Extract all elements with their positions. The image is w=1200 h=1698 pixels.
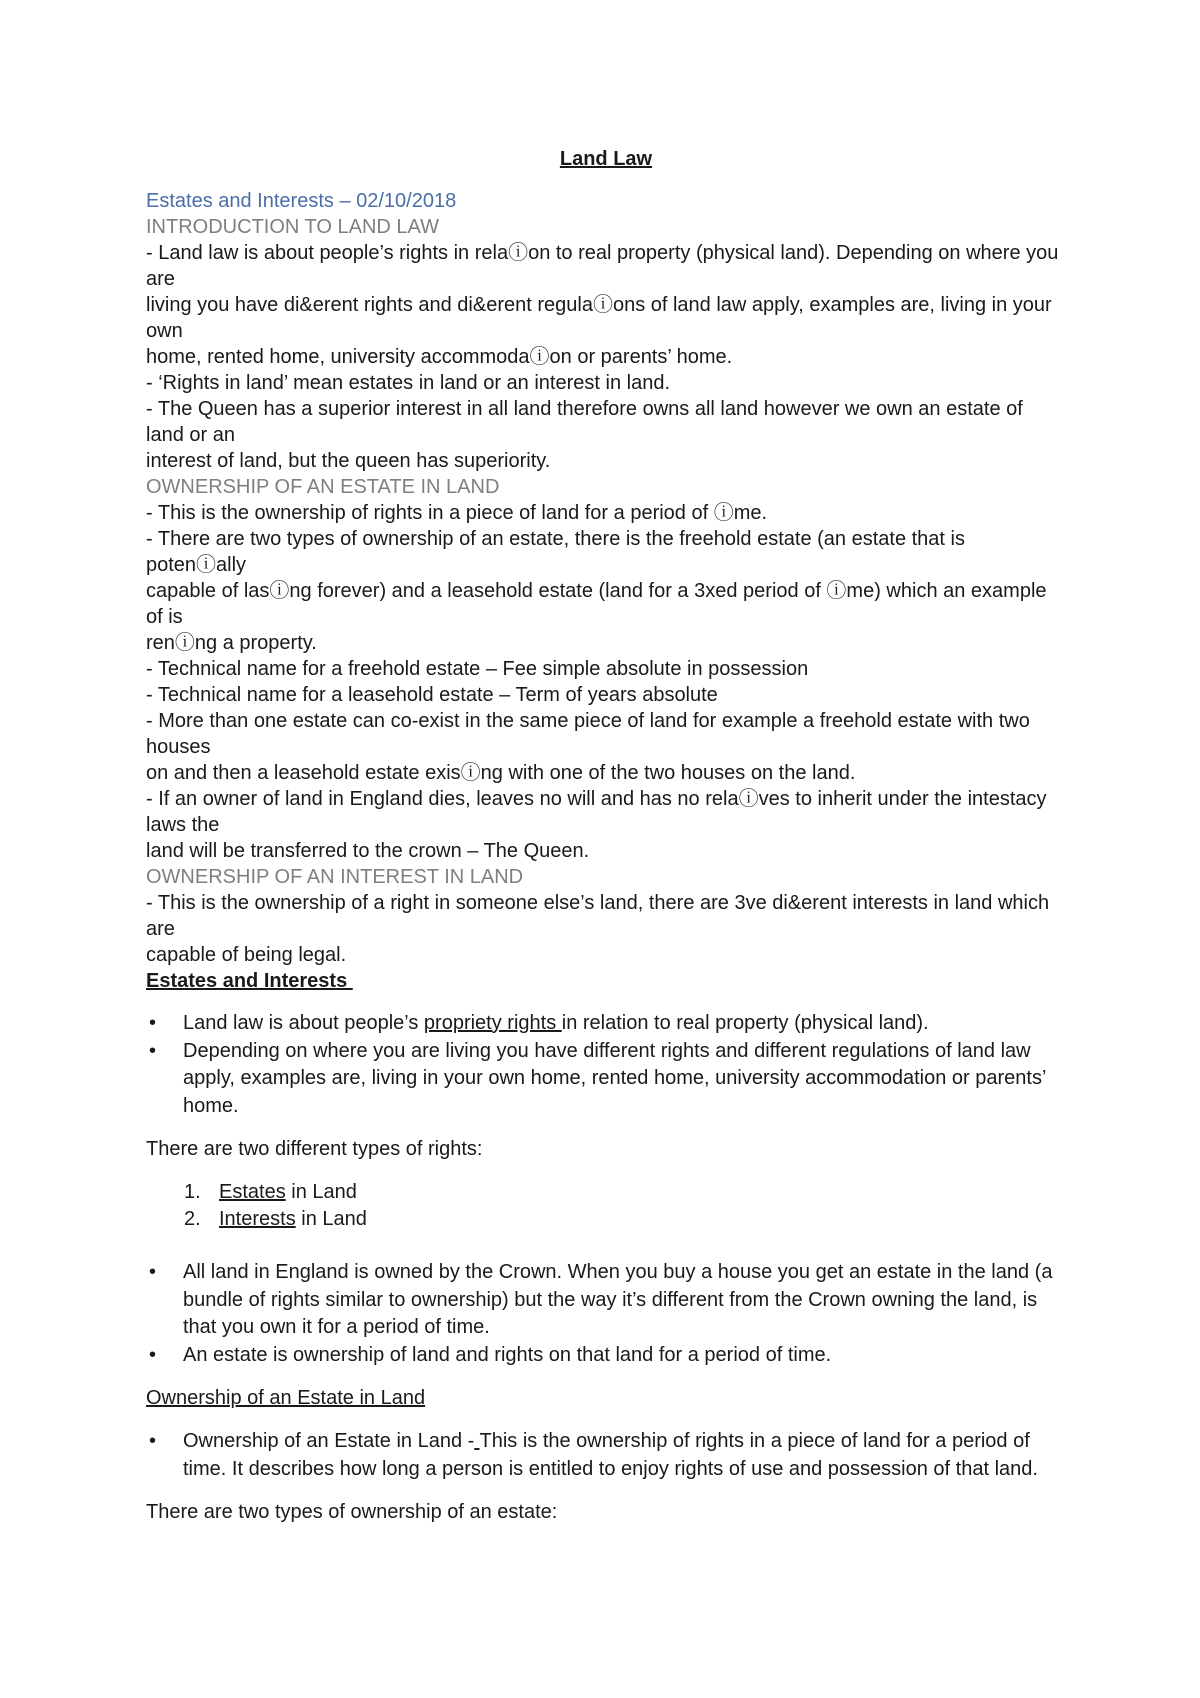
numbered-term: Estates xyxy=(219,1181,286,1203)
numbered-list xyxy=(146,1179,1066,1233)
document-content xyxy=(146,146,1066,1526)
bullet-text: All land in England is owned by the Crown. When you buy a house you get an estate in the land (a bundle of rights similar to ownership) but the way it’s different from the Crown owning the land, is that you own it for a period of time. xyxy=(183,1261,1053,1338)
interest-heading: OWNERSHIP OF AN INTEREST IN LAND xyxy=(146,866,524,888)
list-item xyxy=(146,1038,1066,1121)
text-line: living you have di&erent rights and di&erent regulaⓘons of land law apply, examples are, living in your own xyxy=(146,294,1058,342)
bullet-text-pre: Land law is about people’s xyxy=(183,1012,424,1034)
text-line: - Technical name for a freehold estate – Fee simple absolute in possession xyxy=(146,658,809,680)
text-line: - This is the ownership of rights in a piece of land for a period of ⓘme. xyxy=(146,502,768,524)
list-item xyxy=(146,1010,1066,1038)
closing-text: There are two types of ownership of an estate: xyxy=(146,1501,558,1523)
intro-block xyxy=(146,240,1066,474)
text-line: capable of lasⓘng forever) and a leasehold estate (land for a 3xed period of ⓘme) which an example of is xyxy=(146,580,1053,628)
bullet-text: An estate is ownership of land and rights on that land for a period of time. xyxy=(183,1343,832,1366)
ownership-estate-heading: Ownership of an Estate in Land xyxy=(146,1387,426,1409)
text-line: - There are two types of ownership of an estate, there is the freehold estate (an estate that is potenⓘally xyxy=(146,528,971,576)
list-item xyxy=(146,1206,1066,1233)
text-line: - The Queen has a superior interest in all land therefore owns all land however we own an estate of land or an xyxy=(146,398,1029,446)
bullet-text-post: This is the ownership of rights in a piece of land for a period of time. It describes how long a person is entitled to enjoy rights of use and possession of that land. xyxy=(183,1430,1038,1480)
bullet-text: Depending on where you are living you have different rights and different regulations of land law apply, examples are, living in your own home, rented home, university accommodation or parents’ home. xyxy=(183,1039,1046,1117)
text-line: capable of being legal. xyxy=(146,944,347,966)
text-line: land will be transferred to the crown – The Queen. xyxy=(146,840,590,862)
bullet-text-pre: Ownership of an Estate in Land - xyxy=(183,1430,475,1452)
text-line: on and then a leasehold estate exisⓘng with one of the two houses on the land. xyxy=(146,762,856,784)
list-item xyxy=(146,1428,1066,1483)
section-heading: Estates and Interests – 02/10/2018 xyxy=(146,190,457,212)
bullet-list-2 xyxy=(146,1259,1066,1369)
text-line: interest of land, but the queen has superiority. xyxy=(146,450,551,472)
rights-intro: There are two different types of rights: xyxy=(146,1138,483,1160)
estates-interests-heading: Estates and Interests xyxy=(146,970,353,992)
list-number: 2. xyxy=(184,1208,201,1230)
text-line: - ‘Rights in land’ mean estates in land or an interest in land. xyxy=(146,372,670,394)
bullet-icon: • xyxy=(149,1012,157,1034)
text-line: renⓘng a property. xyxy=(146,632,317,654)
numbered-rest: in Land xyxy=(295,1208,367,1230)
list-item xyxy=(146,1179,1066,1206)
list-number: 1. xyxy=(184,1181,201,1203)
estate-heading: OWNERSHIP OF AN ESTATE IN LAND xyxy=(146,476,500,498)
estate-block xyxy=(146,500,1066,864)
numbered-term: Interests xyxy=(219,1208,296,1230)
list-item xyxy=(146,1342,1066,1370)
bullet-list-3 xyxy=(146,1428,1066,1483)
document-title: Land Law xyxy=(559,148,653,170)
intro-heading: INTRODUCTION TO LAND LAW xyxy=(146,216,439,238)
bullet-icon: • xyxy=(149,1430,157,1452)
numbered-rest: in Land xyxy=(285,1181,357,1203)
text-line: - If an owner of land in England dies, leaves no will and has no relaⓘves to inherit under the intestacy laws the xyxy=(146,788,1053,836)
bullet-list-1 xyxy=(146,1010,1066,1120)
text-line: home, rented home, university accommodaⓘon or parents’ home. xyxy=(146,346,733,368)
text-line: - Land law is about people’s rights in relaⓘon to real property (physical land). Depending on where you are xyxy=(146,242,1064,290)
text-line: - More than one estate can co-exist in the same piece of land for example a freehold estate with two houses xyxy=(146,710,1036,758)
interest-block xyxy=(146,890,1066,968)
text-line: - This is the ownership of a right in someone else’s land, there are 3ve di&erent interests in land which are xyxy=(146,892,1055,940)
propriety-rights-text: propriety rights xyxy=(423,1012,562,1034)
list-item xyxy=(146,1259,1066,1342)
text-line: - Technical name for a leasehold estate – Term of years absolute xyxy=(146,684,718,706)
bullet-icon: • xyxy=(149,1343,157,1366)
bullet-text-post: in relation to real property (physical land). xyxy=(561,1012,929,1034)
bullet-icon: • xyxy=(149,1261,157,1283)
bullet-icon: • xyxy=(149,1039,157,1062)
